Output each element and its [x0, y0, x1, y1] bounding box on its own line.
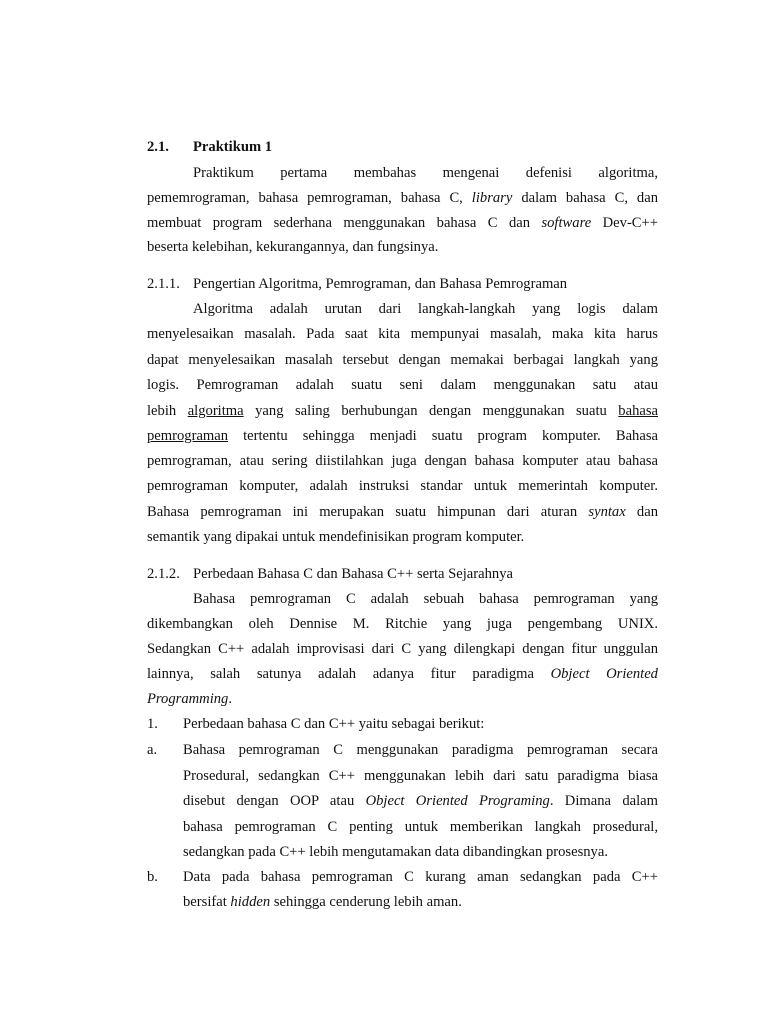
paragraph-line: Bahasa pemrograman ini merupakan suatu himpunan dari aturan syntax dan: [147, 504, 658, 520]
italic-term: syntax: [588, 504, 626, 520]
italic-term: Object Oriented: [550, 666, 658, 682]
hyperlink-algoritma[interactable]: algoritma: [187, 403, 244, 419]
list-item-line: Bahasa pemrograman C menggunakan paradigma pemrograman secara: [183, 742, 658, 758]
paragraph-line: Praktikum pertama membahas mengenai defenisi algoritma,: [193, 165, 658, 181]
list-item: [147, 714, 658, 734]
italic-term: hidden: [230, 894, 271, 910]
list-marker: b.: [147, 869, 158, 885]
paragraph-line: beserta kelebihan, kekurangannya, dan fungsinya.: [147, 239, 439, 255]
section-title: Praktikum 1: [193, 139, 273, 155]
list-item-line: Prosedural, sedangkan C++ menggunakan lebih dari satu paradigma biasa: [183, 768, 658, 784]
list-number: 1.: [147, 716, 158, 732]
italic-term: library: [471, 190, 513, 206]
subsection-title: Perbedaan Bahasa C dan Bahasa C++ serta Sejarahnya: [193, 566, 513, 582]
paragraph-line: pemrograman komputer, adalah instruksi standar untuk memerintah komputer.: [147, 478, 658, 494]
paragraph-line: Bahasa pemrograman C adalah sebuah bahasa pemrograman yang: [193, 591, 658, 607]
section-heading: [147, 137, 658, 157]
italic-term: Programming: [147, 691, 229, 707]
subsection-title: Pengertian Algoritma, Pemrograman, dan Bahasa Pemrograman: [193, 276, 568, 292]
paragraph-line: Programming.: [147, 691, 233, 707]
list-item-line: bahasa pemrograman C penting untuk memberikan langkah prosedural,: [183, 819, 658, 835]
paragraph-line: pememrograman, bahasa pemrograman, bahasa C, library dalam bahasa C, dan: [147, 190, 658, 206]
subsection-number: 2.1.2.: [147, 566, 180, 582]
section-number: 2.1.: [147, 139, 169, 155]
paragraph-line: lebih algoritma yang saling berhubungan dengan menggunakan suatu bahasa: [147, 403, 659, 419]
list-item-line: sedangkan pada C++ lebih mengutamakan data dibandingkan prosesnya.: [183, 844, 608, 860]
paragraph-line: pemrograman tertentu sehingga menjadi suatu program komputer. Bahasa: [147, 428, 658, 444]
paragraph-line: lainnya, salah satunya adalah adanya fitur paradigma Object Oriented: [147, 666, 658, 682]
paragraph-line: logis. Pemrograman adalah suatu seni dalam menggunakan satu atau: [147, 377, 658, 393]
paragraph-line: dapat menyelesaikan masalah tersebut dengan memakai berbagai langkah yang: [147, 352, 658, 368]
paragraph-line: membuat program sederhana menggunakan bahasa C dan software Dev-C++: [147, 215, 658, 231]
subsection-number: 2.1.1.: [147, 276, 180, 292]
hyperlink-bahasa[interactable]: bahasa: [618, 403, 659, 419]
paragraph-line: Sedangkan C++ adalah improvisasi dari C yang dilengkapi dengan fitur unggulan: [147, 641, 658, 657]
subsection-heading: [147, 274, 658, 294]
list-item-line: disebut dengan OOP atau Object Oriented Programing. Dimana dalam: [183, 793, 658, 809]
hyperlink-pemrograman[interactable]: pemrograman: [147, 428, 229, 444]
list-marker: a.: [147, 742, 158, 758]
list-item-text: Perbedaan bahasa C dan C++ yaitu sebagai berikut:: [183, 716, 485, 732]
paragraph-line: pemrograman, atau sering diistilahkan juga dengan bahasa komputer atau bahasa: [147, 453, 658, 469]
list-item-line: Data pada bahasa pemrograman C kurang aman sedangkan pada C++: [183, 869, 658, 885]
list-item-line: bersifat hidden sehingga cenderung lebih aman.: [183, 894, 462, 910]
paragraph-line: Algoritma adalah urutan dari langkah-langkah yang logis dalam: [193, 301, 658, 317]
subsection-heading: [147, 564, 658, 584]
paragraph-line: dikembangkan oleh Dennise M. Ritchie yang juga pengembang UNIX.: [147, 616, 658, 632]
italic-term: software: [541, 215, 592, 231]
paragraph-line: menyelesaikan masalah. Pada saat kita mempunyai masalah, maka kita harus: [147, 326, 658, 342]
paragraph-line: semantik yang dipakai untuk mendefinisikan program komputer.: [147, 529, 525, 545]
italic-term: Object Oriented Programing: [365, 793, 550, 809]
